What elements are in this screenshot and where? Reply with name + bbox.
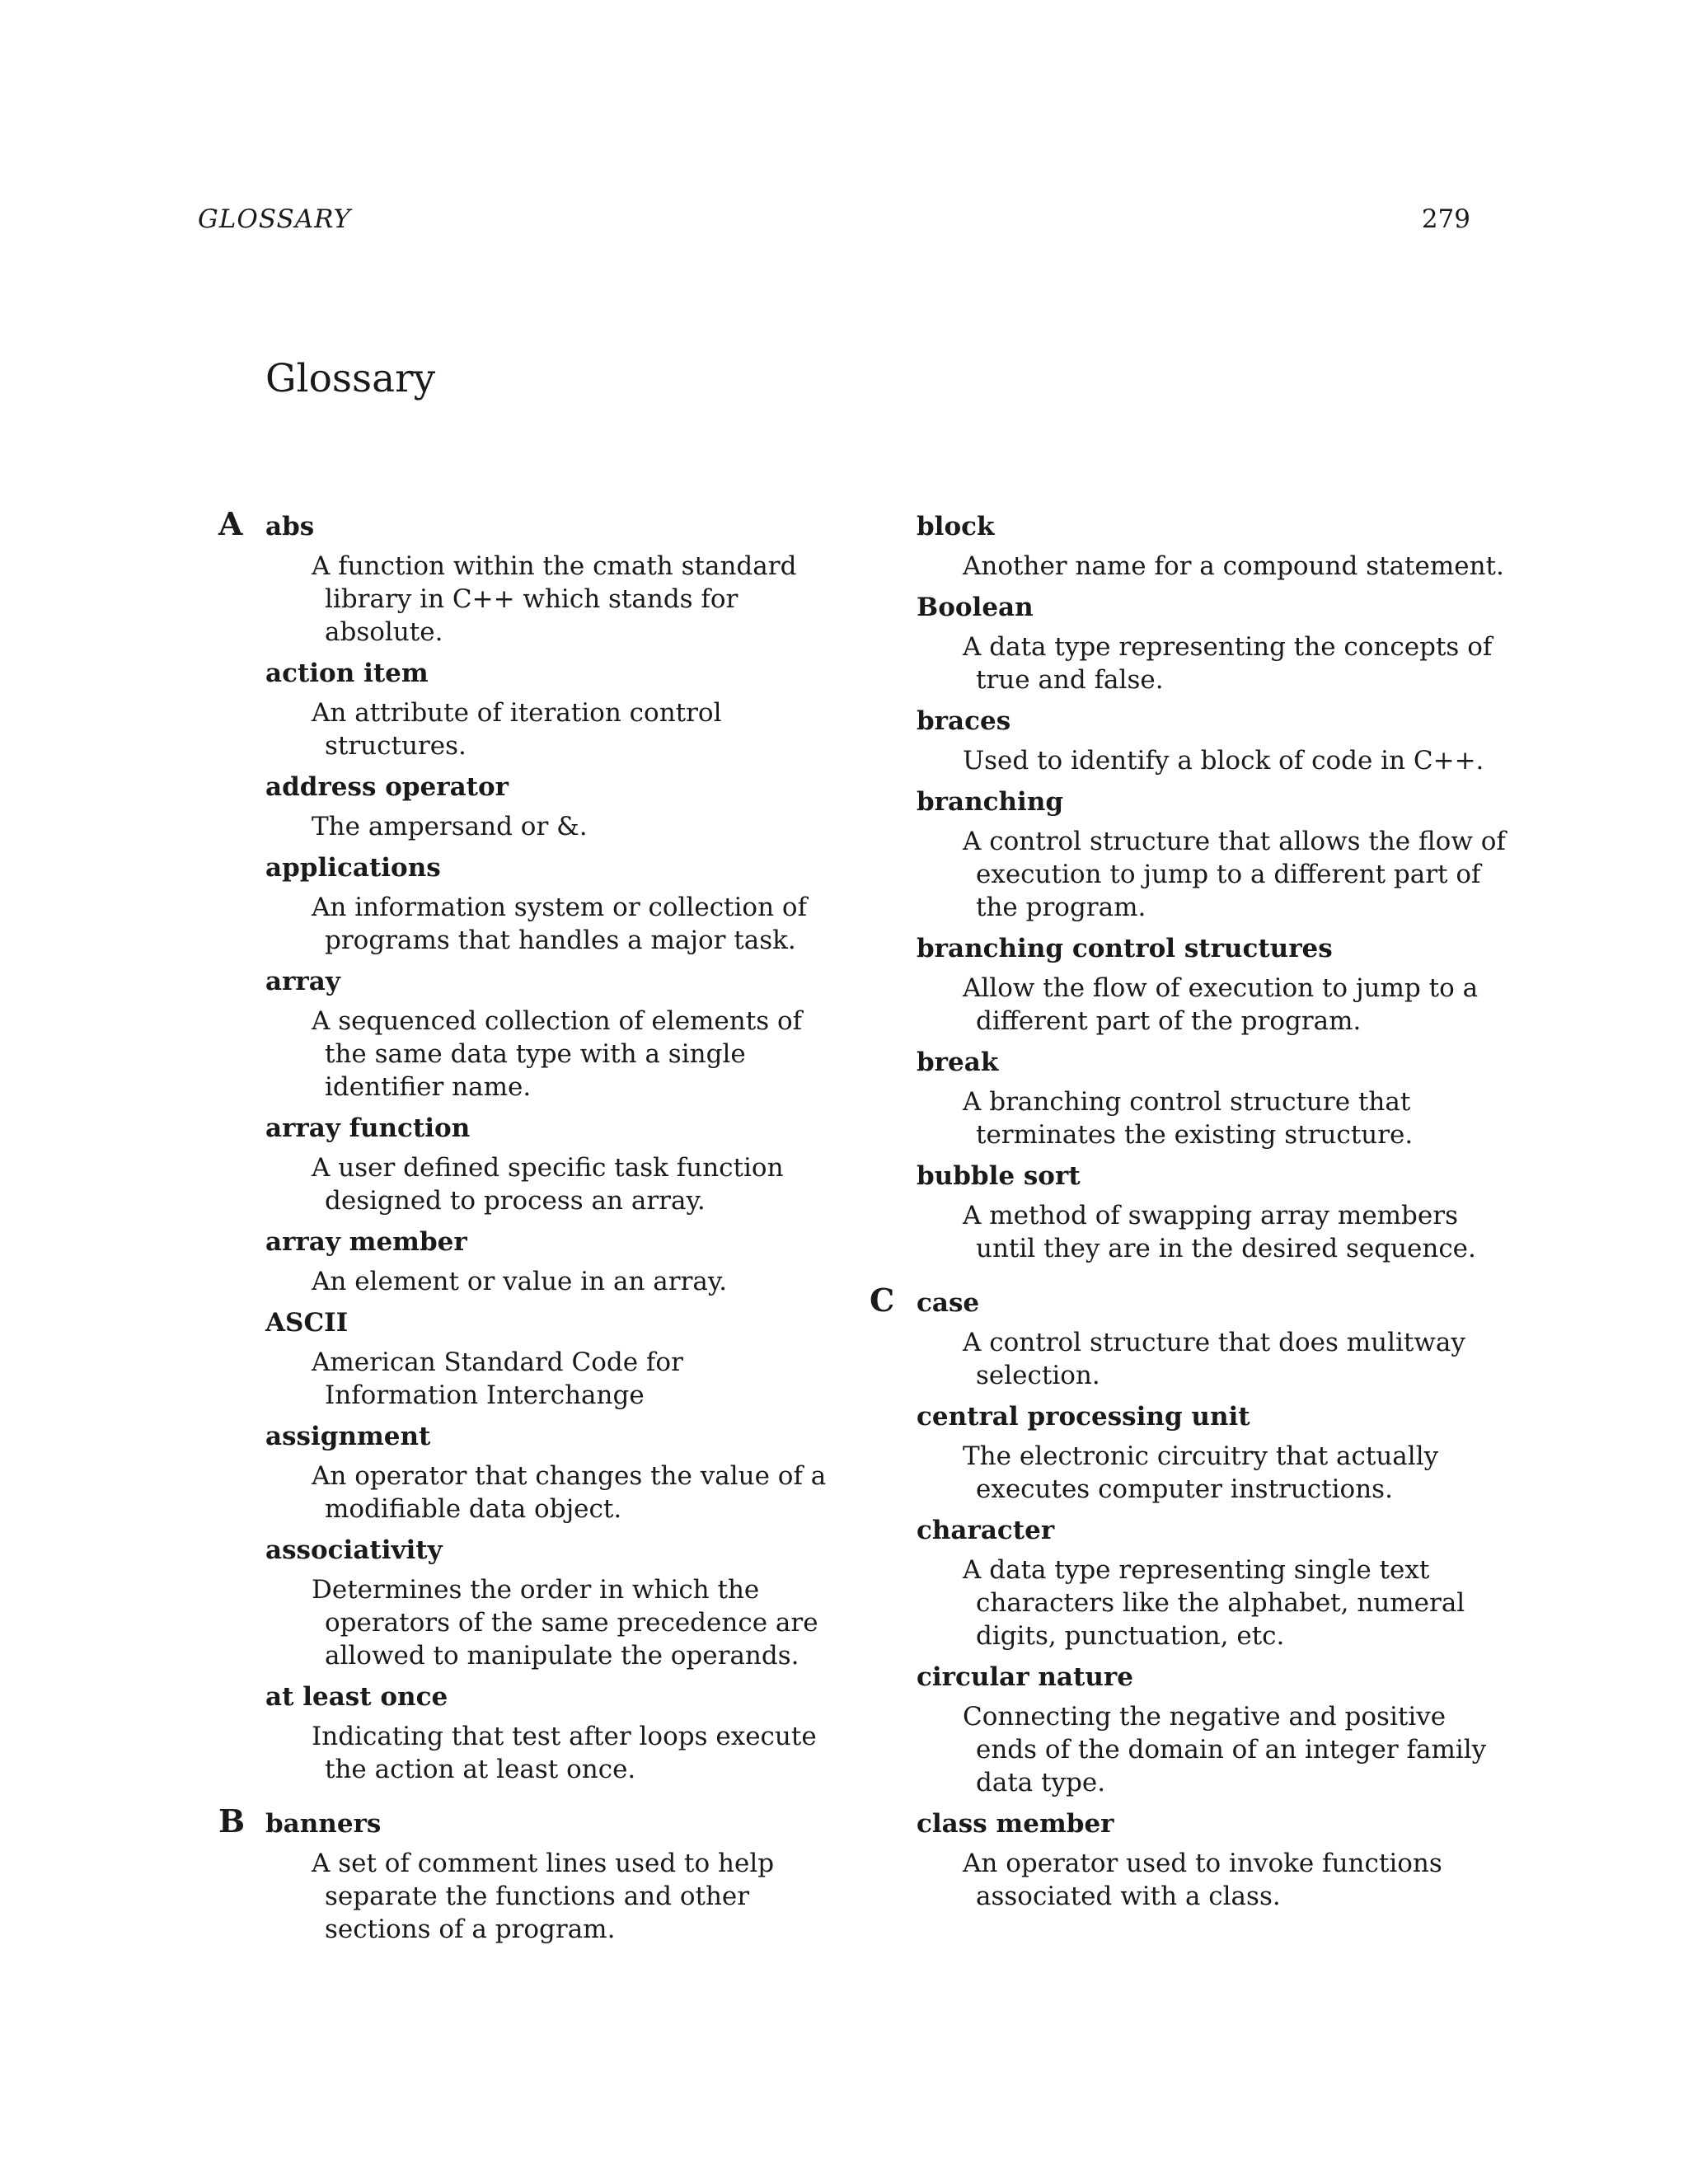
glossary-term: associativity — [265, 1535, 443, 1565]
glossary-term: address operator — [265, 772, 509, 802]
glossary-definition: A user defined specific task function designed to process an array. — [312, 1153, 784, 1216]
glossary-term: abs — [265, 512, 315, 541]
glossary-definition: A control structure that does mulitway selection. — [963, 1328, 1465, 1390]
glossary-entry — [265, 1418, 842, 1526]
glossary-definition: A data type representing the concepts of true and false. — [963, 632, 1493, 695]
glossary-entry — [265, 509, 842, 649]
glossary-entry — [917, 1659, 1510, 1799]
glossary-entry — [265, 1679, 842, 1786]
glossary-term: assignment — [265, 1422, 431, 1451]
page-number: 279 — [1421, 204, 1470, 234]
glossary-definition: Used to identify a block of code in C++. — [963, 746, 1484, 776]
glossary-definition: An operator used to invoke functions associated with a class. — [963, 1849, 1442, 1911]
section-letter: C — [870, 1282, 895, 1319]
glossary-entry — [265, 769, 842, 843]
glossary-section — [870, 1282, 1510, 1913]
glossary-term: Boolean — [917, 593, 1034, 622]
glossary-entry — [265, 1305, 842, 1412]
glossary-section — [218, 505, 842, 1786]
glossary-term: action item — [265, 658, 429, 688]
glossary-definition: Another name for a compound statement. — [963, 551, 1504, 581]
glossary-entry — [265, 1224, 842, 1298]
glossary-section — [917, 509, 1510, 1265]
glossary-term: central processing unit — [917, 1402, 1250, 1432]
glossary-term: break — [917, 1047, 999, 1077]
glossary-entry — [917, 1806, 1510, 1913]
glossary-entry — [265, 963, 842, 1104]
glossary-term: branching control structures — [917, 934, 1333, 963]
glossary-definition: The ampersand or &. — [312, 812, 588, 841]
glossary-definition: American Standard Code for Information Interchange — [312, 1347, 683, 1410]
glossary-entry — [917, 509, 1510, 583]
glossary-entry — [917, 1399, 1510, 1506]
glossary-definition: An operator that changes the value of a modifiable data object. — [312, 1461, 827, 1524]
glossary-term: array function — [265, 1113, 471, 1143]
glossary-term: character — [917, 1516, 1055, 1545]
glossary-entry — [917, 784, 1510, 924]
section-letter: A — [218, 505, 243, 542]
glossary-definition: Determines the order in which the operators of the same precedence are allowed to manipulate the operands. — [312, 1575, 818, 1671]
glossary-term: banners — [265, 1809, 382, 1839]
glossary-entry — [265, 655, 842, 762]
glossary-term: applications — [265, 853, 441, 883]
glossary-right-column — [870, 509, 1510, 1919]
glossary-term: block — [917, 512, 995, 541]
glossary-term: class member — [917, 1809, 1114, 1839]
glossary-entry — [917, 1285, 1510, 1392]
glossary-term: array member — [265, 1227, 467, 1257]
glossary-term: array — [265, 967, 340, 996]
glossary-definition: A set of comment lines used to help separate the functions and other sections of a program. — [312, 1849, 775, 1944]
glossary-definition: A control structure that allows the flow of execution to jump to a different part of the program. — [963, 827, 1506, 922]
glossary-term: at least once — [265, 1682, 448, 1712]
glossary-definition: A branching control structure that terminates the existing structure. — [963, 1087, 1414, 1150]
glossary-entry — [917, 589, 1510, 696]
glossary-left-column — [218, 505, 842, 1952]
glossary-definition: An attribute of iteration control structures. — [312, 698, 722, 761]
glossary-entry — [265, 1806, 842, 1946]
glossary-definition: Allow the flow of execution to jump to a different part of the program. — [963, 973, 1479, 1036]
glossary-term: circular nature — [917, 1662, 1133, 1692]
glossary-entry — [265, 850, 842, 957]
running-head: GLOSSARY — [198, 204, 351, 234]
section-letter: B — [218, 1802, 246, 1840]
glossary-term: braces — [917, 706, 1011, 736]
glossary-definition: Connecting the negative and positive ends of the domain of an integer family data type. — [963, 1702, 1487, 1797]
page-title: Glossary — [265, 356, 436, 401]
glossary-term: branching — [917, 787, 1064, 817]
glossary-definition: A function within the cmath standard library in C++ which stands for absolute. — [312, 551, 797, 647]
glossary-entry — [265, 1110, 842, 1217]
glossary-definition: A sequenced collection of elements of the same data type with a single identifier name. — [312, 1006, 803, 1102]
glossary-definition: Indicating that test after loops execute the action at least once. — [312, 1722, 817, 1784]
glossary-definition: An element or value in an array. — [312, 1267, 728, 1296]
glossary-definition: An information system or collection of programs that handles a major task. — [312, 893, 808, 955]
glossary-term: ASCII — [265, 1308, 349, 1338]
glossary-section — [218, 1802, 842, 1946]
glossary-definition: A data type representing single text characters like the alphabet, numeral digits, punctuation, etc. — [963, 1555, 1465, 1651]
glossary-entry — [917, 1512, 1510, 1652]
glossary-entry — [917, 930, 1510, 1038]
glossary-entry — [917, 703, 1510, 777]
glossary-definition: The electronic circuitry that actually executes computer instructions. — [963, 1441, 1439, 1504]
glossary-definition: A method of swapping array members until they are in the desired sequence. — [963, 1201, 1476, 1263]
glossary-entry — [265, 1532, 842, 1672]
glossary-entry — [917, 1158, 1510, 1265]
glossary-term: case — [917, 1288, 980, 1318]
glossary-term: bubble sort — [917, 1161, 1081, 1191]
glossary-entry — [917, 1044, 1510, 1151]
